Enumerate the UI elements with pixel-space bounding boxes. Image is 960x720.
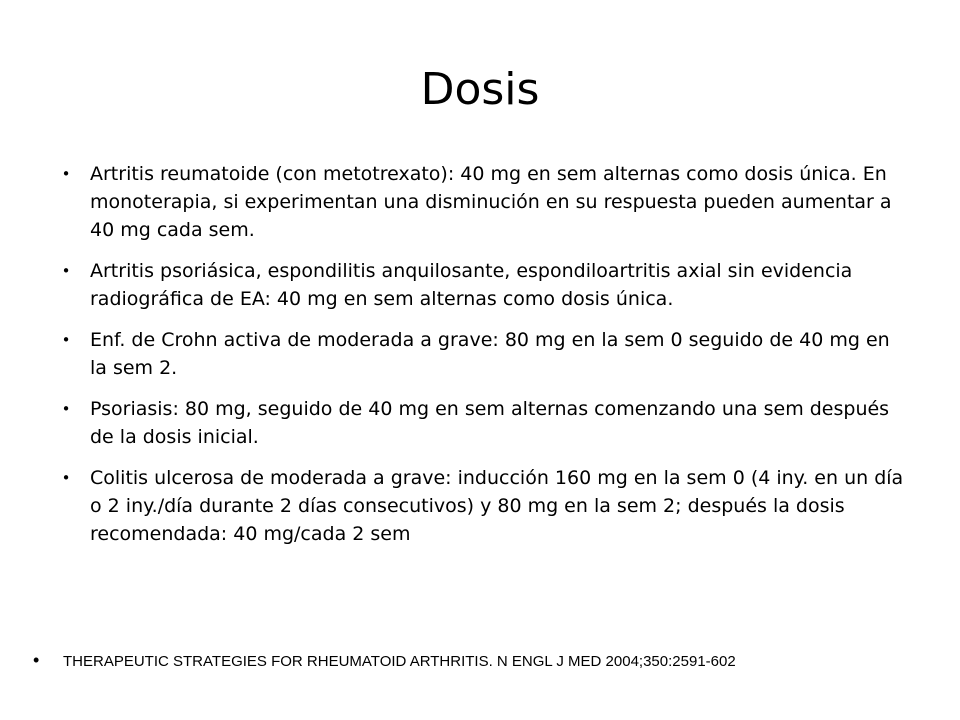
bullet-dot-icon: • xyxy=(61,469,71,487)
bullet-dot-icon: • xyxy=(61,331,71,349)
bullet-text: Colitis ulcerosa de moderada a grave: inducción 160 mg en la sem 0 (4 iny. en un día o 2 iny./día durante 2 días consecutivos) y 80 mg en la sem 2; después la dosis recomendada: 40 mg/cada 2 sem xyxy=(90,467,904,545)
bullet-text: Artritis reumatoide (con metotrexato): 40 mg en sem alternas como dosis única. En monoterapia, si experimentan una disminución en su respuesta pueden aumentar a 40 mg cada sem. xyxy=(90,163,892,241)
bullet-list xyxy=(56,160,906,561)
bullet-item xyxy=(56,395,906,451)
footnote-bullet-icon: • xyxy=(33,650,40,670)
bullet-text: Artritis psoriásica, espondilitis anquilosante, espondiloartritis axial sin evidencia radiográfica de EA: 40 mg en sem alternas como dosis única. xyxy=(90,260,853,310)
bullet-dot-icon: • xyxy=(61,165,71,183)
bullet-item xyxy=(56,326,906,382)
footnote xyxy=(33,648,933,674)
slide-title: Dosis xyxy=(420,64,540,115)
bullet-text: Enf. de Crohn activa de moderada a grave: 80 mg en la sem 0 seguido de 40 mg en la sem 2. xyxy=(90,329,890,379)
bullet-item xyxy=(56,160,906,244)
bullet-dot-icon: • xyxy=(61,400,71,418)
bullet-dot-icon: • xyxy=(61,262,71,280)
bullet-item xyxy=(56,257,906,313)
footnote-text: THERAPEUTIC STRATEGIES FOR RHEUMATOID ARTHRITIS. N ENGL J MED 2004;350:2591-602 xyxy=(63,653,736,670)
bullet-text: Psoriasis: 80 mg, seguido de 40 mg en sem alternas comenzando una sem después de la dosis inicial. xyxy=(90,398,890,448)
bullet-item xyxy=(56,464,906,548)
